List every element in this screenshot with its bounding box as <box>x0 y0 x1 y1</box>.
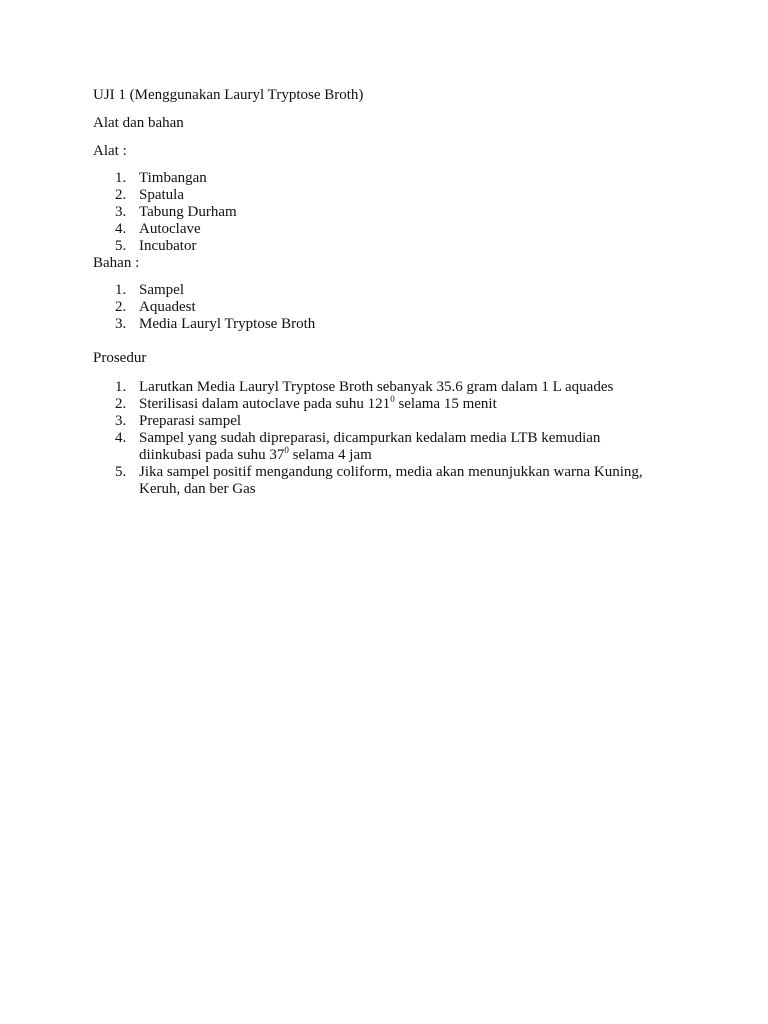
list-text-line: Jika sampel positif mengandung coliform, media akan menunjukkan warna Kuning, <box>139 464 643 480</box>
list-text: selama 4 jam <box>288 447 372 463</box>
document-page <box>93 87 693 498</box>
list-item <box>93 316 693 333</box>
list-item <box>93 299 693 316</box>
list-number: 1. <box>115 282 127 298</box>
list-item <box>93 413 693 430</box>
list-item <box>93 464 693 498</box>
list-number: 1. <box>115 170 127 186</box>
list-text: Media Lauryl Tryptose Broth <box>139 316 316 332</box>
section-heading: Alat dan bahan <box>93 115 184 131</box>
list-number: 5. <box>115 238 127 254</box>
list-number: 3. <box>115 413 127 429</box>
list-text: Tabung Durham <box>139 204 237 220</box>
list-text: Autoclave <box>139 221 201 237</box>
list-text: Timbangan <box>139 170 207 186</box>
list-text: Spatula <box>139 187 184 203</box>
list-item <box>93 187 693 204</box>
list-item <box>93 396 693 413</box>
list-text: Incubator <box>139 238 197 254</box>
list-number: 4. <box>115 221 127 237</box>
list-item <box>93 430 693 464</box>
document-title: UJI 1 (Menggunakan Lauryl Tryptose Broth) <box>93 87 364 103</box>
superscript: 0 <box>390 394 395 404</box>
prosedur-label: Prosedur <box>93 350 147 366</box>
list-number: 3. <box>115 204 127 220</box>
bahan-list <box>93 282 693 333</box>
list-item <box>93 221 693 238</box>
superscript: 0 <box>284 445 289 455</box>
list-number: 2. <box>115 396 127 412</box>
list-number: 4. <box>115 430 127 446</box>
list-text: Preparasi sampel <box>139 413 242 429</box>
list-number: 1. <box>115 379 127 395</box>
list-item <box>93 282 693 299</box>
list-text-line: Sampel yang sudah dipreparasi, dicampurkan kedalam media LTB kemudian <box>139 430 601 446</box>
list-text: Aquadest <box>139 299 196 315</box>
list-text: diinkubasi pada suhu 37 <box>139 447 285 463</box>
list-number: 5. <box>115 464 127 480</box>
list-text: selama 15 menit <box>394 396 497 412</box>
list-number: 2. <box>115 299 127 315</box>
alat-label: Alat : <box>93 143 127 159</box>
bahan-label: Bahan : <box>93 255 140 271</box>
list-text: Sampel <box>139 282 184 298</box>
list-number: 3. <box>115 316 127 332</box>
list-item <box>93 204 693 221</box>
list-item <box>93 238 693 255</box>
list-number: 2. <box>115 187 127 203</box>
list-text-line: Keruh, dan ber Gas <box>139 481 256 497</box>
prosedur-list <box>93 379 693 498</box>
list-text: Larutkan Media Lauryl Tryptose Broth sebanyak 35.6 gram dalam 1 L aquades <box>139 379 614 395</box>
list-item <box>93 170 693 187</box>
alat-list <box>93 170 693 255</box>
list-text: Sterilisasi dalam autoclave pada suhu 121 <box>139 396 391 412</box>
